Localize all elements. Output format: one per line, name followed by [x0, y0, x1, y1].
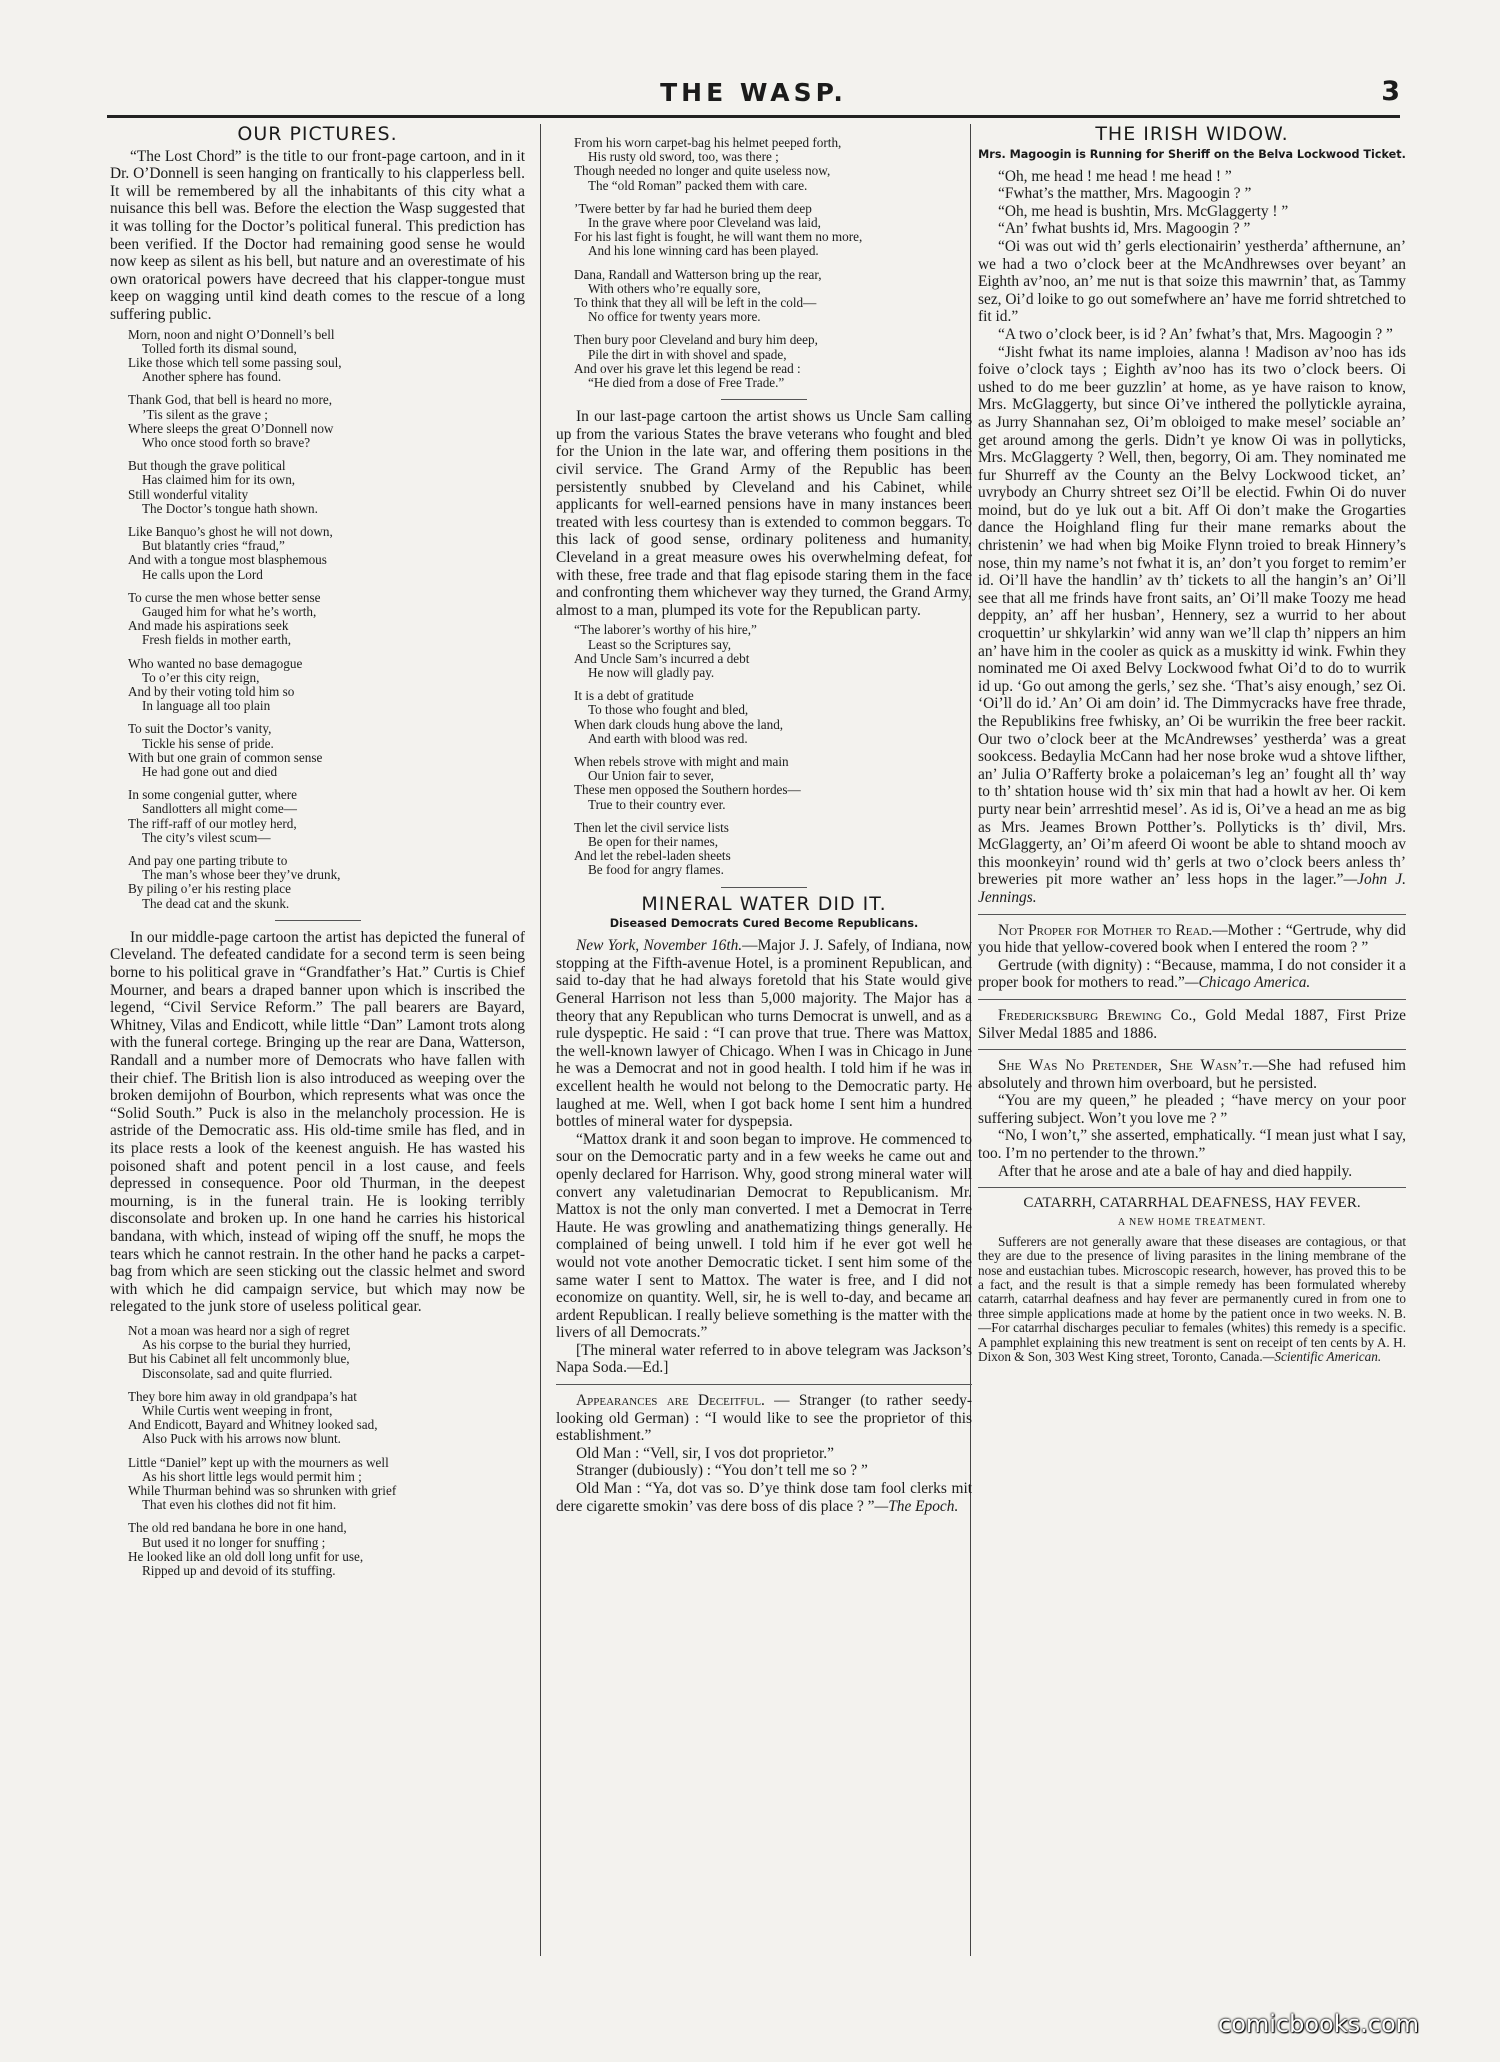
mineral-water-heading: MINERAL WATER DID IT. — [641, 892, 887, 915]
dialogue-line: “A two o’clock beer, is id ? An’ fwhat’s that, Mrs. Magoogin ? ” — [998, 325, 1393, 343]
irish-widow-heading: THE IRISH WIDOW. — [1095, 124, 1289, 145]
not-proper-paragraph: Not Proper for Mother to Read.—Mother : “Gertrude, why did you hide that yellow-covered book when I entered the room ? ” — [978, 921, 1406, 957]
poem-cleveland-funeral — [128, 1324, 525, 1578]
poem-line: No office for twenty years more. — [588, 309, 761, 325]
poem-stanza — [128, 657, 525, 714]
poem-line: They bore him away in old grandpapa’s hat — [128, 1388, 357, 1404]
pretender-paragraph-2: “You are my queen,” he pleaded ; “have mercy on your poor suffering subject. Won’t you love me ? ” — [978, 1092, 1406, 1127]
poem-line: Though needed no longer and quite useless now, — [574, 163, 831, 179]
poem-line: Where sleeps the great O’Donnell now — [128, 420, 334, 436]
poem-line: ’Tis silent as the grave ; — [142, 406, 268, 422]
poem-line: And pay one parting tribute to — [128, 853, 288, 869]
separator — [721, 887, 807, 888]
poem-line: From his worn carpet-bag his helmet peeped forth, — [574, 135, 842, 150]
poem-line: The Doctor’s tongue hath shown. — [142, 500, 318, 516]
separator — [556, 1384, 972, 1385]
poem-line: Gauged him for what he’s worth, — [142, 603, 317, 619]
source-epoch: —The Epoch. — [874, 1497, 959, 1515]
poem-line: Morn, noon and night O’Donnell’s bell — [128, 326, 335, 342]
poem-line: And by their voting told him so — [128, 684, 295, 699]
catarrh-ad-text: Sufferers are not generally aware that these diseases are contagious, or that they are due to the presence of living parasites in the lining membrane of the nose and eustachian tubes. Microscopic research, however, has proved this to be a fact, and the result is that a simple remedy has been formulated whereby catarrh, catarrhal deafness and hay fever are permanently cured in from one to three simple applications made at home by the patient once in two weeks. N. B.—For catarrhal discharges peculiar to females (whites) this remedy is a specific. A pamphlet explaining this new treatment is sent on receipt of ten cents by A. H. Dixon & Son, 303 West King street, Toronto, Canada.—Scientific American. — [978, 1233, 1406, 1365]
poem-line: His rusty old sword, too, was there ; — [588, 149, 779, 165]
not-proper-title: Not Proper for Mother to Read. — [998, 921, 1213, 939]
poem-line: The dead cat and the skunk. — [142, 895, 290, 911]
appearances-title: Appearances are Deceitful. — [576, 1392, 765, 1410]
poem-stanza — [128, 854, 525, 911]
pretender-paragraph-3: “No, I won’t,” she asserted, emphatically. “I mean just what I say, too. I’m no pertender to the thrown.” — [978, 1127, 1406, 1163]
poem-line: Ripped up and devoid of its stuffing. — [142, 1562, 336, 1578]
mineral-water-paragraph-1: New York, November 16th.—Major J. J. Safely, of Indiana, now stopping at the Fifth-avenue Hotel, is a prominent Republican, and said to-day that he had always foretold that his State would give General Harrison not less than 5,000 majority. The Major has a theory that any Republican who turns Democrat is unwell, and as a rule dyspeptic. He said : “I can prove that true. There was Mattox, the well-known lawyer of Chicago. When I was in Chicago in June he was a Democrat and not in good health. I told him if he was in excellent health he would not belong to the Democratic party. He laughed at me. Well, when I got back home I sent him a hundred bottles of mineral water for dyspepsia. — [556, 937, 972, 1131]
column-3 — [978, 124, 1406, 1964]
catarrh-ad-subtitle: A NEW HOME TREATMENT. — [1117, 1217, 1267, 1229]
poem-line: True to their country ever. — [588, 796, 726, 812]
separator — [275, 920, 361, 921]
poem-line: While Curtis went weeping in front, — [142, 1402, 333, 1418]
poem-line: ’Twere better by far had he buried them deep — [574, 200, 812, 216]
pretender-paragraph-4: After that he arose and ate a bale of hay and died happily. — [998, 1162, 1353, 1180]
poem-line: With others who’re equally sore, — [588, 280, 761, 296]
poem-cleveland-continued — [574, 136, 972, 390]
poem-line: And his lone winning card has been played. — [588, 243, 819, 259]
poem-line: Be food for angry flames. — [588, 862, 724, 878]
poem-line: Also Puck with his arrows now blunt. — [142, 1431, 341, 1447]
mineral-water-subheading: Diseased Democrats Cured Become Republicans. — [609, 917, 919, 931]
poem-line: The old red bandana he bore in one hand, — [128, 1520, 347, 1536]
poem-line: The city’s vilest scum— — [142, 829, 271, 845]
poem-stanza — [574, 136, 972, 193]
poem-line: Little “Daniel” kept up with the mourners as well — [128, 1454, 389, 1470]
poem-line: As his corpse to the burial they hurried, — [142, 1337, 351, 1353]
poem-line: Who once stood forth so brave? — [142, 434, 311, 450]
poem-line: Tolled forth its dismal sound, — [142, 340, 297, 356]
poem-line: Be open for their names, — [588, 834, 719, 850]
dateline: New York, November 16th. — [576, 937, 743, 955]
poem-line: Sandlotters all might come— — [142, 801, 297, 817]
mineral-water-editor-note: [The mineral water referred to in above telegram was Jackson’s Napa Soda.—Ed.] — [556, 1341, 972, 1377]
poem-line: “The laborer’s worthy of his hire,” — [574, 622, 757, 638]
column-divider-1 — [540, 124, 541, 1956]
poem-line: In language all too plain — [142, 698, 271, 714]
poem-line: Dana, Randall and Watterson bring up the rear, — [574, 266, 822, 282]
poem-line: But used it no longer for snuffing ; — [142, 1534, 326, 1550]
poem-line: Like those which tell some passing soul, — [128, 354, 342, 370]
poem-line: Least so the Scriptures say, — [588, 636, 732, 652]
poem-stanza — [128, 459, 525, 516]
poem-stanza — [574, 268, 972, 325]
dialogue-line: “Oh, me head is bushtin, Mrs. McGlaggerty ! ” — [998, 202, 1289, 220]
poem-stanza — [574, 689, 972, 746]
appearances-line-3: Stranger (dubiously) : “You don’t tell me so ? ” — [576, 1462, 868, 1480]
dialogue-line: “Oh, me head ! me head ! me head ! ” — [998, 167, 1232, 185]
poem-line: Not a moan was heard nor a sigh of regret — [128, 1322, 350, 1338]
our-pictures-heading: OUR PICTURES. — [237, 124, 398, 145]
poem-line: With but one grain of common sense — [128, 749, 323, 765]
poem-line: Then let the civil service lists — [574, 819, 729, 835]
poem-line: To suit the Doctor’s vanity, — [128, 721, 272, 737]
poem-line: Fresh fields in mother earth, — [142, 632, 292, 648]
poem-stanza — [128, 393, 525, 450]
catarrh-ad-title: CATARRH, CATARRHAL DEAFNESS, HAY FEVER. — [1023, 1195, 1361, 1212]
appearances-line-2: Old Man : “Vell, sir, I vos dot proprietor.” — [576, 1444, 834, 1462]
separator — [978, 1187, 1406, 1188]
poem-line: For his last fight is fought, he will want them no more, — [574, 229, 863, 245]
middle-cartoon-paragraph: In our middle-page cartoon the artist has depicted the funeral of Cleveland. The defeated candidate for a second term is seen being borne to his political grave in “Grandfather’s Hat.” Curtis is Chief Mourner, and bears a draped banner upon which is inscribed the legend, “Civil Service Reform.” The pall bearers are Bayard, Whitney, Vilas and Endicott, while little “Dan” Lamont trots along with the funeral cortege. Bringing up the rear are Dana, Watterson, Randall and a number more of Democrats who have fallen with their chief. The British lion is also introduced as weeping over the broken demijohn of Bourbon, which represents what was once the “Solid South.” Puck is also in the melancholy procession. He is astride of the Democratic ass. His old-time smile has fled, and in its place rests a look of the keenest anguish. He has wasted his poisoned shaft and potent pencil in a lost cause, and feels depressed in consequence. Poor old Thurman, in the deepest mourning, is in the funeral train. He is looking terribly disconsolate and broken up. In one hand he carries his historical bandana, with which, instead of wiping off the snuff, he mops the tears which he cannot restrain. In the other hand he packs a carpet-bag from which are seen sticking out the classic helmet and sword with which he did campaign service, but which may now be relegated to the junk store of useless political gear. — [110, 928, 525, 1316]
poem-line: Who wanted no base demagogue — [128, 655, 303, 671]
poem-stanza — [128, 328, 525, 385]
poem-line: He had gone out and died — [142, 764, 278, 780]
dialogue-line: “Jisht fwhat its name imploies, alanna ! Madison av’noo has ids foive o’clock tays ; Eighth av’noo has its two o’clock beers. Oi ushed to do me beer guzzlin’ at home, as ye have raison to know, Mrs. McGlaggerty, but since Oi’ve inthered the pollytickle ayraina, as Jurry Shannahan sez, Oi’m obloiged to make mesel’ sociable an’ get around among the gerls. Didn’t ye know Oi was in pollyticks, Mrs. McGlaggerty ? Well, then, begorry, Oi am. They nominated me fur Shurreff av the County an the Belvy Lockwood ticket, an’ uvrybody an Churry shtreet sez Oi’ll be electid. Fwhin Oi do nuver moind, but do ye luk out a bit. Aff Oi don’t make the Grogarties dance the Hoighland fling fur their mane remarks about the christenin’ we had when big Moike Flynn troied to break Hinnery’s nose, thin my name’s not fwhat it is, an’ don’t you forget to remim’er id. Oi’ll have the handlin’ av th’ tickets to all the hangin’s an’ Oi’ll see that all me frinds have front saits, an’ Oi’ll make Toozy me head deppity, an’ aff her husban’, Hennery, sez a wurrid to her about croquettin’ ur shkylarkin’ wid anny wan we’ll clap th’ nippers an him an’ have him in the cooler as quick as a muskitty id wink. Fwhin they nominated me Oi axed Belvy Lockwood fwhat Oi’d to do to wurrik id up. ‘Go out among the gerls,’ sez she. ‘That’s aisy enough,’ sez Oi. ‘Oi’ll do id.’ An’ Oi am doin’ id. The Dimmycracks have free thrade, the Republikins free fwhisky, an’ Oi be wurrikin the free beer rackit. Our two o’clock beer at the McAndrewses’ yestherda’ was a great sookcess. Bedaylia McCann had her nose broke wud a shtove lifther, an’ Julia O’Rafferty broke a polaiceman’s leg an’ fought all th’ way to th’ shtation house wid th’ six min that had a howlt av her. Oi kem purty near bein’ arrreshtid mesel’. As id is, Oi’ve a head an me as big as Mrs. Jeames Brown Potther’s. Pollyticks is th’ divil, Mrs. McGlaggerty, an’ Oi’m afeerd Oi woont be able to shtand mooch av this moonkeyin’ round wid th’ gerls at two o’clock beers anless th’ breweries pit more wather an’ less hops in the lager.”—John J. Jennings. — [978, 343, 1406, 906]
poem-line: The riff-raff of our motley herd, — [128, 815, 297, 831]
poem-line: By piling o’er his resting place — [128, 881, 291, 897]
intro-paragraph: “The Lost Chord” is the title to our front-page cartoon, and in it Dr. O’Donnell is seen hanging on frantically to his clapperless bell. It will be remembered by all the inhabitants of this city what a nuisance this bell was. Before the election the Wasp suggested that it was tolling for the Doctor’s political funeral. This prediction has been verified. If the Doctor had remaining good sense he would now keep as silent as his bell, but nature and an overestimate of his own oratorical powers have decreed that his clapper-tongue must keep on wagging until kind death comes to the rescue of a long suffering public. — [110, 147, 525, 323]
last-page-cartoon-paragraph: In our last-page cartoon the artist shows us Uncle Sam calling up from the various States the brave veterans who fought and bled for the Union in the late war, and offering them positions in the civil service. The Grand Army of the Republic has been persistently snubbed by Cleveland and his Cabinet, while applicants for well-earned pensions have in many instances been treated with less courtesy than is extended to common beggars. To this lack of good sense, ordinary politeness and humanity, Cleveland in a great measure owes his overwhelming defeat, for with these, free trade and that flag episode staring them in the face and confronting them whichever way they turned, the Grand Army, almost to a man, plumped its vote for the Republican party. — [556, 408, 972, 619]
poem-line: Still wonderful vitality — [128, 486, 249, 502]
poem-line: These men opposed the Southern hordes— — [574, 782, 801, 798]
poem-line: And let the rebel-laden sheets — [574, 848, 731, 864]
source-jennings: —John J. Jennings. — [978, 871, 1406, 906]
irish-widow-subheading: Mrs. Magoogin is Running for Sheriff on the Belva Lockwood Ticket. — [978, 147, 1406, 161]
poem-laborer-hire — [574, 623, 972, 877]
poem-line: But blatantly cries “fraud,” — [142, 538, 285, 554]
poem-line: Then bury poor Cleveland and bury him deep, — [574, 332, 818, 348]
poem-line: “He died from a dose of Free Trade.” — [588, 375, 785, 391]
poem-line: That even his clothes did not fit him. — [142, 1497, 337, 1513]
column-2 — [556, 124, 972, 1944]
poem-line: Tickle his sense of pride. — [142, 735, 274, 751]
poem-line: But his Cabinet all felt uncommonly blue, — [128, 1351, 350, 1367]
poem-stanza — [128, 525, 525, 582]
poem-line: When rebels strove with might and main — [574, 754, 789, 769]
poem-line: To those who fought and bled, — [588, 702, 749, 718]
poem-line: It is a debt of gratitude — [574, 688, 694, 704]
brewing-ad: Fredericksburg Brewing Co., Gold Medal 1887, First Prize Silver Medal 1885 and 1886. — [978, 1006, 1406, 1042]
poem-line: Like Banquo’s ghost he will not down, — [128, 523, 333, 539]
watermark: comicbooks.com — [1218, 2010, 1420, 2038]
poem-stanza — [128, 1456, 525, 1513]
pretender-title: She Was No Pretender, She Wasn’t. — [998, 1057, 1253, 1075]
poem-stanza — [574, 202, 972, 259]
poem-line: Thank God, that bell is heard no more, — [128, 392, 332, 408]
poem-stanza — [574, 333, 972, 390]
column-1 — [110, 124, 525, 1964]
poem-line: While Thurman behind was so shrunken with grief — [128, 1482, 397, 1498]
poem-line: Our Union fair to sever, — [588, 768, 714, 784]
poem-stanza — [574, 755, 972, 812]
poem-line: The man’s whose beer they’ve drunk, — [142, 867, 341, 883]
mineral-water-paragraph-2: “Mattox drank it and soon began to improve. He commenced to sour on the Democratic party and in a few weeks he came out and openly declared for Harrison. Why, good strong mineral water will convert any valetudinarian Democrat to Republicanism. Mr. Mattox is not the only man converted. I met a Democrat in Terre Haute. He was growling and anathematizing things generally. He complained of being unwell. I told him if he ever got well he would not vote another Democratic ticket. I sent him some of the same water I sent to Mattox. The water is free, and I did not economize on quantity. Well, sir, he is well to-day, and became an ardent Republican. I really believe something is the matter with the livers of all Democrats.” — [556, 1130, 972, 1342]
poem-stanza — [128, 1390, 525, 1447]
poem-line: Disconsolate, sad and quite flurried. — [142, 1365, 333, 1381]
poem-line: But though the grave political — [128, 458, 286, 474]
newspaper-title: THE WASP. — [660, 78, 847, 107]
poem-line: In the grave where poor Cleveland was laid, — [588, 215, 821, 231]
source-chicago-america: —Chicago America. — [1184, 974, 1311, 992]
poem-line: And Endicott, Bayard and Whitney looked sad, — [128, 1417, 378, 1433]
poem-line: And with a tongue most blasphemous — [128, 552, 327, 568]
dialogue-line: “Oi was out wid th’ gerls electionairin’ yestherda’ afthernune, an’ we had a two o’clock beer at the McAndhrewses over beyant’ an Eighth av’noo, an’ me nut is that soize this mawrnin’ that, as Tammy sez, Oi’d loike to go out somefwhere an’ have me forrid shtretched to fit id.” — [978, 237, 1406, 326]
dialogue-line: “Fwhat’s the matther, Mrs. Magoogin ? ” — [998, 185, 1252, 203]
poem-line: He now will gladly pay. — [588, 664, 715, 680]
masthead — [107, 74, 1400, 118]
poem-line: In some congenial gutter, where — [128, 787, 298, 803]
poem-stanza — [128, 1324, 525, 1381]
poem-line: When dark clouds hung above the land, — [574, 716, 784, 732]
source-scientific-american: —Scientific American. — [1262, 1349, 1382, 1365]
poem-odonnell — [128, 328, 525, 911]
poem-line: And made his aspirations seek — [128, 618, 289, 634]
poem-stanza — [128, 591, 525, 648]
poem-line: Another sphere has found. — [142, 369, 282, 385]
separator — [978, 1049, 1406, 1050]
poem-line: To curse the men whose better sense — [128, 589, 321, 605]
poem-line: To think that they all will be left in the cold— — [574, 295, 817, 311]
poem-line: And over his grave let this legend be read : — [574, 360, 801, 376]
masthead-rule — [107, 115, 1400, 118]
poem-line: He calls upon the Lord — [142, 566, 263, 582]
appearances-paragraph: Appearances are Deceitful. — Stranger (to rather seedy-looking old German) : “I would like to see the proprietor of this establishment.” — [556, 1392, 972, 1445]
poem-stanza — [128, 788, 525, 845]
poem-line: Pile the dirt in with shovel and spade, — [588, 346, 787, 362]
appearances-line-4: Old Man : “Ya, dot vas so. D’ye think dose tam fool clerks mit dere cigarette smokin’ vas dere boss of dis place ? ”—The Epoch. — [556, 1480, 972, 1515]
poem-line: And earth with blood was red. — [588, 730, 748, 746]
poem-stanza — [574, 623, 972, 680]
separator — [978, 914, 1406, 915]
pretender-paragraph: She Was No Pretender, She Wasn’t.—She had refused him absolutely and thrown him overboard, but he persisted. — [978, 1057, 1406, 1092]
dialogue-line: “An’ fwhat bushts id, Mrs. Magoogin ? ” — [998, 220, 1251, 238]
poem-line: The “old Roman” packed them with care. — [588, 177, 808, 193]
poem-line: To o’er this city reign, — [142, 669, 260, 685]
not-proper-paragraph-2: Gertrude (with dignity) : “Because, mamma, I do not consider it a proper book for mothers to read.”—Chicago America. — [978, 956, 1406, 992]
poem-stanza — [128, 1521, 525, 1578]
page-number: 3 — [1381, 76, 1400, 107]
poem-stanza — [574, 821, 972, 878]
poem-line: Has claimed him for its own, — [142, 472, 296, 488]
poem-line: He looked like an old doll long unfit for use, — [128, 1548, 364, 1564]
poem-line: As his short little legs would permit him ; — [142, 1468, 362, 1484]
separator — [978, 999, 1406, 1000]
poem-line: And Uncle Sam’s incurred a debt — [574, 650, 750, 666]
separator — [721, 399, 807, 400]
poem-stanza — [128, 722, 525, 779]
